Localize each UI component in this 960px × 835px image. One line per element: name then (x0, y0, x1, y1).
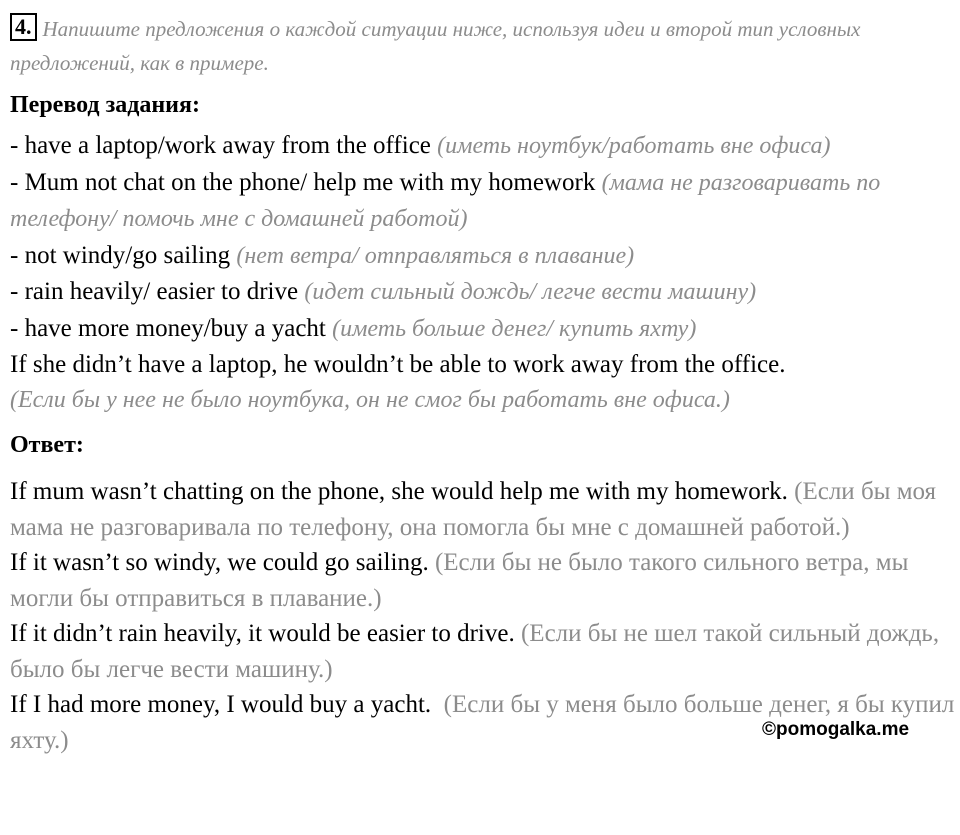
prompt-list (10, 128, 955, 347)
prompt-en: - have a laptop/work away from the office (10, 132, 431, 159)
prompt-item (10, 238, 955, 275)
example-translation: (Если бы у нее не было ноутбука, он не смог бы работать вне офиса.) (10, 386, 730, 413)
answer-ru: (Если бы не шел такой сильный дождь, было бы легче вести машину.) (10, 620, 940, 683)
answer-list (10, 474, 955, 758)
prompt-item (10, 128, 955, 165)
prompt-ru: (идет сильный дождь/ легче вести машину) (304, 279, 757, 305)
answer-item (10, 474, 955, 545)
example-sentence: If she didn’t have a laptop, he wouldn’t be able to work away from the office. (10, 351, 786, 378)
answer-heading: Ответ: (10, 432, 84, 458)
prompt-en: - not windy/go sailing (10, 241, 231, 269)
prompt-item (10, 274, 955, 311)
answer-en: If I had more money, I would buy a yacht. (10, 691, 432, 718)
answer-en: If mum wasn’t chatting on the phone, she would help me with my homework. (10, 478, 788, 505)
exercise-page (10, 12, 955, 758)
task-instruction-block (10, 12, 955, 80)
answer-en: If it didn’t rain heavily, it would be easier to drive. (10, 620, 515, 647)
task-number: 4. (10, 13, 37, 41)
prompt-ru: (иметь ноутбук/работать вне офиса) (437, 133, 831, 159)
task-instruction: Напишите предложения о каждой ситуации ниже, используя идеи и второй тип условных предложений, как в примере. (10, 17, 861, 75)
answer-en: If it wasn’t so windy, we could go sailing. (10, 549, 429, 576)
prompt-en: - Mum not chat on the phone/ help me with my homework (10, 168, 596, 196)
prompt-ru: (иметь больше денег/ купить яхту) (332, 315, 697, 342)
answer-item (10, 616, 955, 687)
prompt-item (10, 165, 955, 238)
answer-item (10, 545, 955, 616)
prompt-ru: (нет ветра/ отправляться в плавание) (236, 242, 635, 269)
prompt-ru: (мама не разговаривать по телефону/ помочь мне с домашней работой) (10, 169, 881, 232)
answer-ru: (Если бы не было такого сильного ветра, мы могли бы отправиться в плавание.) (10, 549, 909, 612)
answer-ru: (Если бы моя мама не разговаривала по телефону, она помогла бы мне с домашней работой.) (10, 478, 937, 541)
prompt-en: - rain heavily/ easier to drive (10, 278, 299, 305)
answer-ru: (Если бы у меня было больше денег, я бы купил яхту.) (10, 691, 955, 754)
watermark: ©pomogalka.me (762, 719, 910, 740)
translation-heading: Перевод задания: (10, 92, 200, 118)
prompt-item (10, 311, 955, 348)
prompt-en: - have more money/buy a yacht (10, 314, 326, 342)
